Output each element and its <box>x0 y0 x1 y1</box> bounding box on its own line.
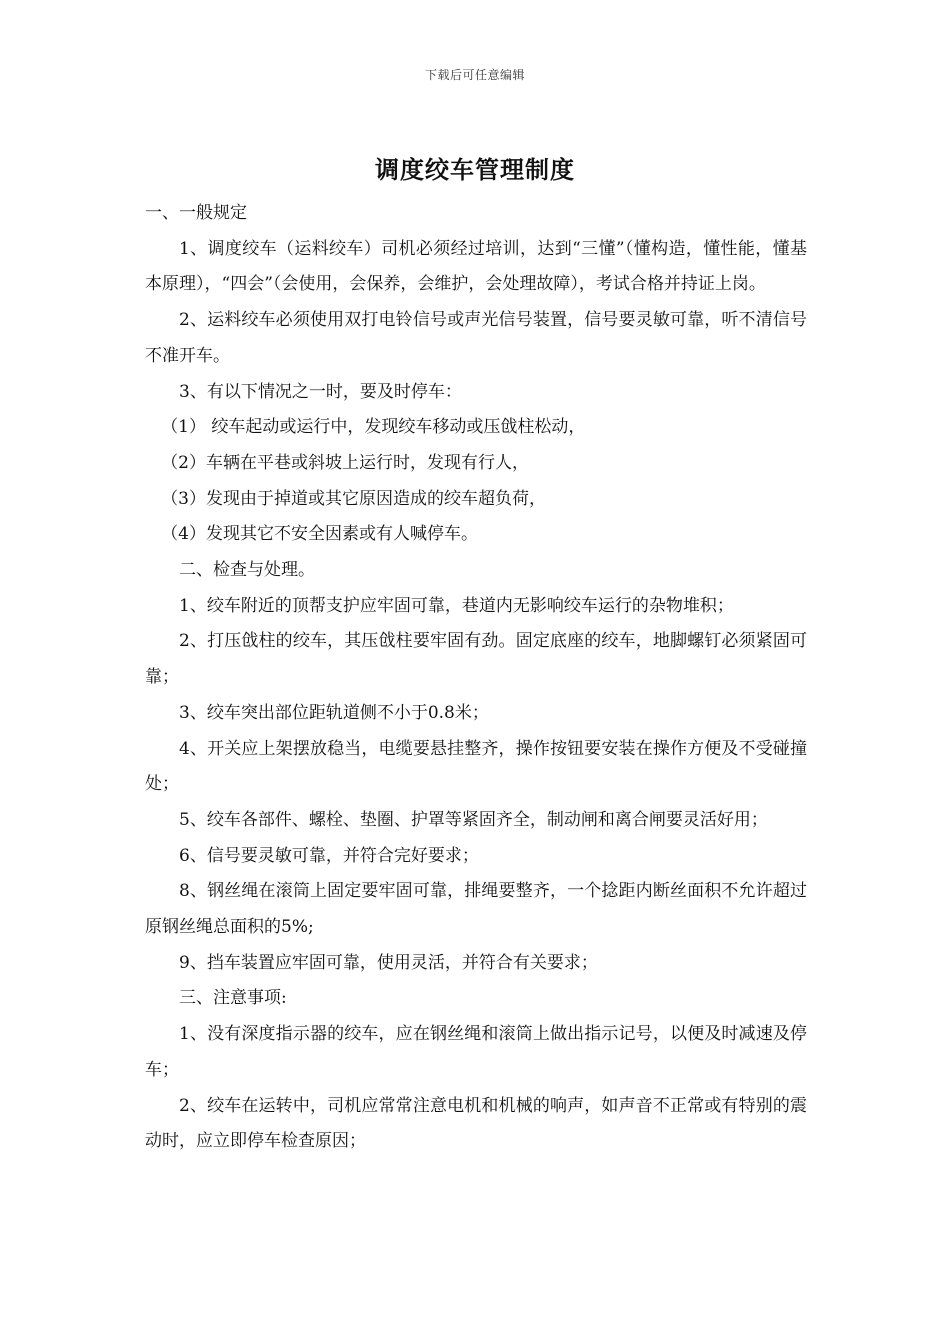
section-heading-inspection: 二、检查与处理。 <box>179 560 315 581</box>
list-item-stop-2: （2）车辆在平巷或斜坡上运行时，发现有行人， <box>161 452 529 473</box>
header-note: 下载后可任意编辑 <box>424 68 525 82</box>
document-title: 调度绞车管理制度 <box>375 156 575 184</box>
paragraph-notes-2: 2、绞车在运转中，司机应常常注意电机和机械的响声，如声音不正常或有特别的震动时，应立即停车检查原因； <box>145 1095 807 1152</box>
paragraph-notes-1: 1、没有深度指示器的绞车，应在钢丝绳和滚筒上做出指示记号，以便及时减速及停车； <box>145 1024 807 1080</box>
paragraph-inspection-2: 2、打压戗柱的绞车，其压戗柱要牢固有劲。固定底座的绞车，地脚螺钉必须紧固可靠； <box>145 631 807 688</box>
paragraph-inspection-1: 1、绞车附近的顶帮支护应牢固可靠，巷道内无影响绞车运行的杂物堆积； <box>179 595 734 616</box>
section-heading-general: 一、一般规定 <box>145 203 247 223</box>
list-item-stop-3: （3）发现由于掉道或其它原因造成的绞车超负荷， <box>161 488 546 509</box>
paragraph-inspection-6: 6、信号要灵敏可靠，并符合完好要求； <box>179 845 479 866</box>
section-heading-notes: 三、注意事项: <box>179 988 287 1009</box>
paragraph-inspection-5: 5、绞车各部件、螺栓、垫圈、护罩等紧固齐全，制动闸和离合闸要灵活好用； <box>179 809 768 830</box>
paragraph-general-1: 1、调度绞车（运料绞车）司机必须经过培训，达到“三懂”（懂构造，懂性能，懂基本原理），“四会”（会使用，会保养，会维护，会处理故障），考试合格并持证上岗。 <box>145 238 807 295</box>
paragraph-inspection-3: 3、绞车突出部位距轨道侧不小于0.8米； <box>179 702 489 723</box>
list-item-stop-4: （4）发现其它不安全因素或有人喊停车。 <box>161 524 478 545</box>
paragraph-inspection-9: 9、挡车装置应牢固可靠，使用灵活，并符合有关要求； <box>179 952 598 973</box>
paragraph-general-2: 2、运料绞车必须使用双打电铃信号或声光信号装置，信号要灵敏可靠，听不清信号不准开车。 <box>145 310 807 366</box>
paragraph-inspection-8: 8、钢丝绳在滚筒上固定要牢固可靠，排绳要整齐，一个捻距内断丝面积不允许超过原钢丝绳总面积的5%; <box>145 881 807 938</box>
paragraph-inspection-4: 4、开关应上架摆放稳当，电缆要悬挂整齐，操作按钮要安装在操作方便及不受碰撞处； <box>145 738 807 795</box>
paragraph-general-3: 3、有以下情况之一时，要及时停车： <box>179 381 462 402</box>
list-item-stop-1: （1） 绞车起动或运行中，发现绞车移动或压戗柱松动， <box>161 417 586 438</box>
document-body <box>145 196 807 1160</box>
